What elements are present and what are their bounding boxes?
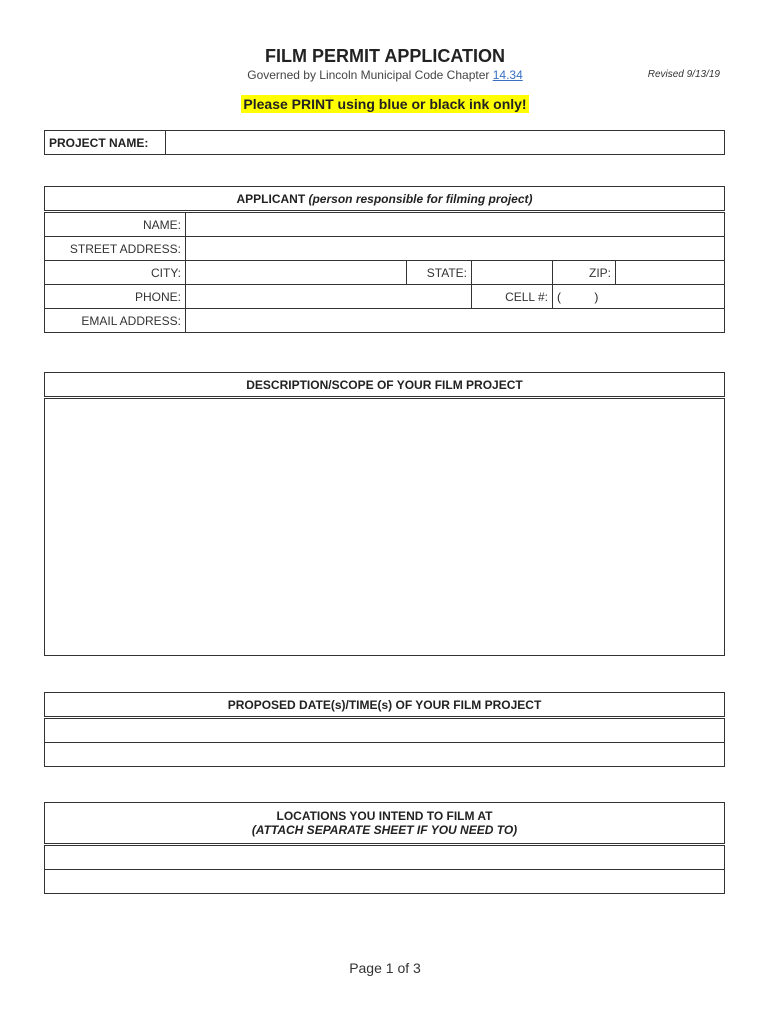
applicant-title-note: (person responsible for filming project) [308,191,533,206]
email-label: EMAIL ADDRESS: [45,309,186,333]
phone-field[interactable] [186,285,472,309]
zip-field[interactable] [616,261,725,285]
notice-banner [0,96,770,114]
zip-label: ZIP: [553,261,616,285]
dates-header: PROPOSED DATE(s)/TIME(s) OF YOUR FILM PROJECT [45,693,725,718]
locations-subtitle: (ATTACH SEPARATE SHEET IF YOU NEED TO) [251,823,518,837]
city-field[interactable] [186,261,407,285]
chapter-link[interactable]: 14.34 [492,68,523,82]
locations-field-1[interactable] [45,845,725,870]
applicant-title: APPLICANT [236,191,309,206]
locations-field-2[interactable] [45,870,725,894]
dates-field-1[interactable] [45,718,725,743]
description-field[interactable] [45,398,725,656]
locations-title: LOCATIONS YOU INTEND TO FILM AT [276,809,493,823]
email-field[interactable] [186,309,725,333]
applicant-table [44,186,725,333]
cell-field[interactable]: ( ) [553,285,725,309]
project-name-table [44,130,725,155]
page-number: Page 1 of 3 [349,960,421,976]
locations-header [45,803,725,845]
subtitle-text: Governed by Lincoln Municipal Code Chapter [247,68,493,82]
phone-label: PHONE: [45,285,186,309]
state-field[interactable] [472,261,553,285]
locations-table [44,802,725,894]
project-name-field[interactable] [166,131,725,155]
name-field[interactable] [186,212,725,237]
name-label: NAME: [45,212,186,237]
dates-field-2[interactable] [45,743,725,767]
dates-table [44,692,725,767]
street-address-field[interactable] [186,237,725,261]
project-name-label: PROJECT NAME: [45,131,166,155]
form-title: FILM PERMIT APPLICATION [265,46,505,66]
street-address-label: STREET ADDRESS: [45,237,186,261]
description-header: DESCRIPTION/SCOPE OF YOUR FILM PROJECT [45,373,725,398]
notice-text: Please PRINT using blue or black ink only! [243,96,527,112]
cell-label: CELL #: [472,285,553,309]
city-label: CITY: [45,261,186,285]
state-label: STATE: [407,261,472,285]
description-table [44,372,725,656]
revised-date: Revised 9/13/19 [647,69,720,80]
applicant-header [45,187,725,212]
